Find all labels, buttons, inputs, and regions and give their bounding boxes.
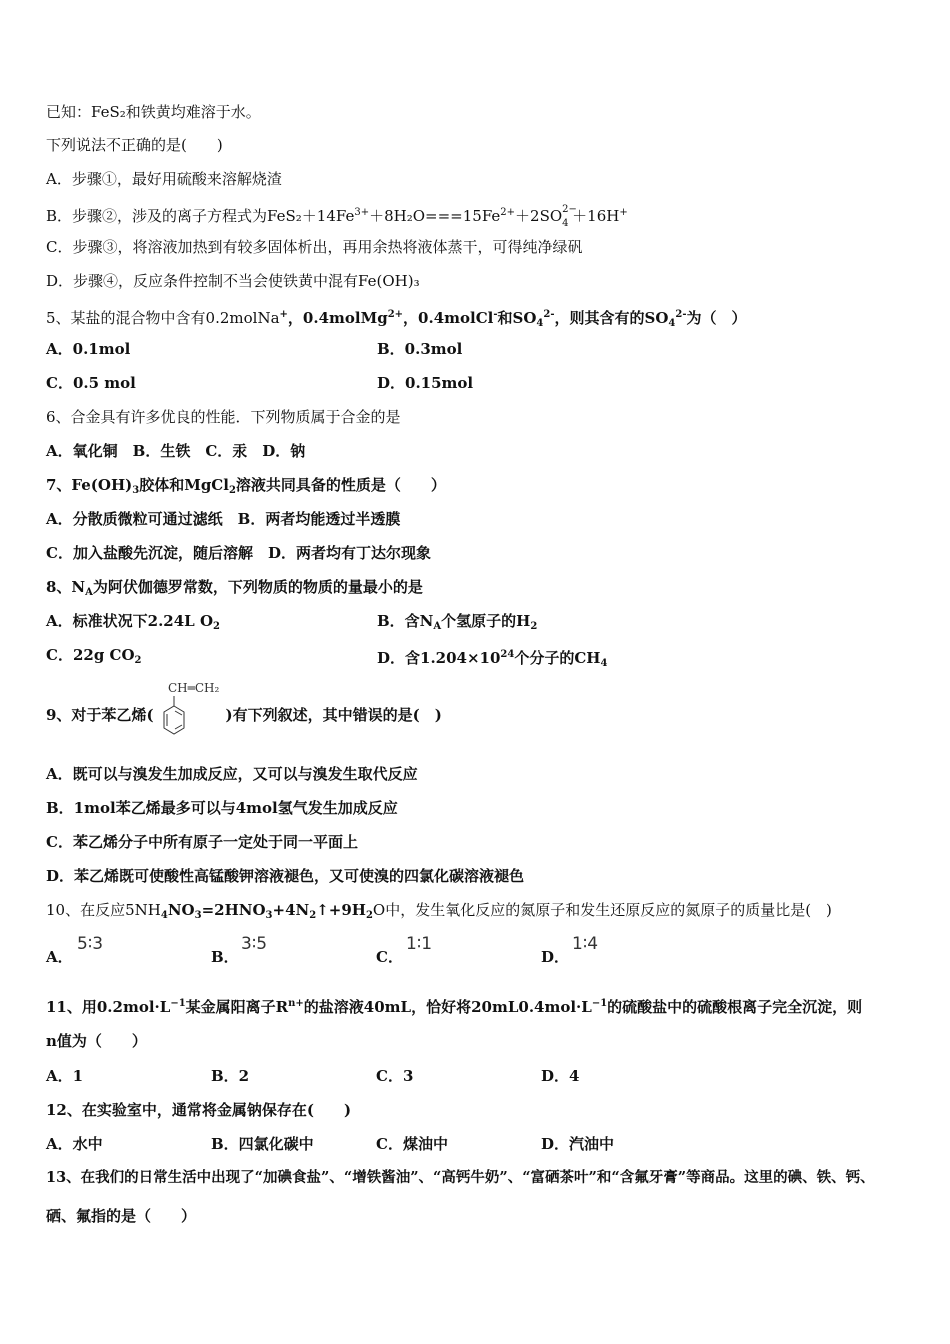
- option-b-text-4: ＋16H: [572, 207, 620, 225]
- option-a: A．步骤①，最好用硫酸来溶解烧渣: [46, 170, 282, 188]
- subscript: 4: [160, 910, 168, 921]
- q8-b-text: 个氢原子的H: [441, 612, 531, 630]
- q8-text: 为阿伏伽德罗常数，下列物质的物质的量最小的是: [92, 578, 423, 596]
- superscript: −1: [591, 998, 608, 1009]
- q5-text: ，则其含有的SO: [554, 309, 669, 327]
- q5-option-b: B．0.3mol: [377, 340, 463, 358]
- q7-text: 胶体和MgCl: [139, 476, 229, 494]
- subscript: 3: [265, 910, 273, 921]
- styrene-vinyl-label: CH═CH₂: [168, 681, 220, 695]
- q8-option-d: [377, 645, 607, 674]
- q10-stem: [46, 900, 832, 926]
- q12-option-a: A．水中: [46, 1135, 103, 1153]
- ion-charge: 3+: [354, 207, 370, 218]
- option-c: C．步骤③，将溶液加热到有较多固体析出，再用余热将液体蒸干，可得纯净绿矾: [46, 238, 583, 256]
- q7-stem: [46, 475, 446, 501]
- q11-option-c: C．3: [376, 1067, 414, 1085]
- q7-text: 溶液共同具备的性质是（ ）: [235, 476, 446, 494]
- q10-option-a-ratio: 5∶3: [77, 934, 104, 954]
- option-b-text-1: B．步骤②，涉及的离子方程式为FeS₂＋14Fe: [46, 207, 355, 225]
- ion-charge: 2+: [500, 207, 516, 218]
- ion-charge: 2-: [543, 309, 555, 320]
- q9-option-b: B．1mol苯乙烯最多可以与4mol氢气发生加成反应: [46, 799, 398, 817]
- subscript: 2: [228, 485, 236, 496]
- q5-stem: [46, 305, 746, 334]
- q10-option-b-label: B．: [211, 948, 239, 966]
- q9-stem: [46, 705, 442, 725]
- ion-charge: +: [619, 207, 628, 218]
- ion-charge: 2-: [675, 309, 687, 320]
- q11-text: 某金属阳离子R: [185, 998, 289, 1016]
- subscript: 2: [530, 621, 538, 632]
- superscript: 24: [500, 649, 515, 660]
- q5-option-d: D．0.15mol: [377, 374, 474, 392]
- styrene-structure-diagram: [160, 678, 240, 746]
- option-b-text-2: ＋8H₂O===15Fe: [369, 207, 501, 225]
- known-note: 已知：FeS₂和铁黄均难溶于水。: [46, 103, 261, 121]
- q10-text: +4N: [272, 901, 310, 919]
- q8-d-text: 个分子的CH: [514, 649, 601, 667]
- q11-option-a: A．1: [46, 1067, 84, 1085]
- q10-option-c-ratio: 1∶1: [406, 934, 433, 954]
- q8-d-text: D．含1.204×10: [377, 649, 501, 667]
- q10-text: =2HNO: [201, 901, 266, 919]
- q8-c-text: C．22g CO: [46, 646, 135, 664]
- q7-options-row2: C．加入盐酸先沉淀，随后溶解 D．两者均有丁达尔现象: [46, 544, 431, 562]
- q10-text: O中，发生氧化反应的氮原子和发生还原反应的氮原子的质量比是( ): [372, 901, 832, 919]
- q5-text: 5、某盐的混合物中含有0.2molNa: [46, 309, 280, 327]
- q10-option-d-ratio: 1∶4: [572, 934, 599, 954]
- q8-option-c: [46, 645, 142, 671]
- q11-stem-line1: [46, 994, 862, 1017]
- subscript: 2: [134, 655, 142, 666]
- q11-option-b: B．2: [211, 1067, 250, 1085]
- q10-option-d-label: D．: [541, 948, 570, 966]
- ion-charge: +: [279, 309, 288, 320]
- subscript: 4: [562, 218, 569, 229]
- subscript: 4: [536, 318, 544, 329]
- q8-a-text: A．标准状况下2.24L O: [46, 612, 214, 630]
- q11-text: 11、用0.2mol·L: [46, 998, 171, 1016]
- q9-option-d: D．苯乙烯既可使酸性高锰酸钾溶液褪色，又可使溴的四氯化碳溶液褪色: [46, 867, 525, 885]
- q5-text: 和SO: [497, 309, 537, 327]
- subscript: 3: [194, 910, 202, 921]
- subscript: 4: [600, 658, 608, 669]
- q13-stem-line1: 13、在我们的日常生活中出现了“加碘食盐”、“增铁酱油”、“高钙牛奶”、“富硒茶叶”和“含氟牙膏”等商品。这里的碘、铁、钙、: [46, 1169, 875, 1186]
- q5-text: 为（ ）: [686, 309, 747, 327]
- subscript: 4: [668, 318, 676, 329]
- q12-option-b: B．四氯化碳中: [211, 1135, 314, 1153]
- q10-option-a-label: A．: [46, 948, 73, 966]
- q5-text: ，0.4molMg: [287, 309, 388, 327]
- q12-option-d: D．汽油中: [541, 1135, 615, 1153]
- q10-text: ↑+9H: [316, 901, 366, 919]
- q8-option-a: [46, 611, 220, 637]
- q11-text: 的硫酸盐中的硫酸根离子完全沉淀，则: [607, 998, 863, 1016]
- q8-text: 8、N: [46, 578, 86, 596]
- q8-stem: [46, 577, 423, 603]
- q8-option-b: [377, 611, 537, 637]
- option-d: D．步骤④，反应条件控制不当会使铁黄中混有Fe(OH)₃: [46, 272, 420, 290]
- subscript: 2: [365, 910, 373, 921]
- q9-text: )有下列叙述，其中错误的是( ): [225, 706, 442, 724]
- superscript: −1: [170, 998, 186, 1009]
- question-stem: 下列说法不正确的是( ): [46, 136, 223, 154]
- double-bond-line: [175, 711, 182, 715]
- q6-stem: 6、合金具有许多优良的性能．下列物质属于合金的是: [46, 408, 401, 426]
- q12-option-c: C．煤油中: [376, 1135, 448, 1153]
- double-bond-line: [175, 725, 182, 729]
- q11-stem-line2: n值为（ ）: [46, 1032, 147, 1050]
- ion-charge: 2−: [562, 204, 577, 215]
- q13-stem-line2: 硒、氟指的是（ ）: [46, 1207, 197, 1225]
- subscript: 2: [213, 621, 220, 632]
- option-b: [46, 203, 628, 229]
- q7-options-row1: A．分散质微粒可通过滤纸 B．两者均能透过半透膜: [46, 510, 401, 528]
- q10-text: 10、在反应5NH: [46, 901, 161, 919]
- q7-text: 7、Fe(OH): [46, 476, 133, 494]
- ion-charge: 2+: [387, 309, 404, 320]
- subscript: 3: [132, 485, 140, 496]
- q5-text: ，0.4molCl: [403, 309, 494, 327]
- ion-charge: -: [493, 309, 498, 320]
- q12-stem: 12、在实验室中，通常将金属钠保存在( ): [46, 1101, 352, 1119]
- q10-option-c-label: C．: [376, 948, 403, 966]
- q8-b-text: B．含N: [377, 612, 434, 630]
- q11-text: 的盐溶液40mL，恰好将20mL0.4mol·L: [303, 998, 592, 1016]
- q6-options: A．氧化铜 B．生铁 C．汞 D．钠: [46, 442, 306, 460]
- superscript: n+: [288, 998, 304, 1009]
- option-b-text-3: ＋2SO: [515, 207, 563, 225]
- q10-text: NO: [167, 901, 195, 919]
- subscript: A: [85, 587, 93, 598]
- q5-option-c: C．0.5 mol: [46, 374, 136, 392]
- subscript: A: [433, 621, 442, 632]
- q9-text: 9、对于苯乙烯(: [46, 706, 154, 724]
- q10-option-b-ratio: 3∶5: [241, 934, 268, 954]
- q9-option-a: A．既可以与溴发生加成反应，又可以与溴发生取代反应: [46, 765, 418, 783]
- subscript: 2: [309, 910, 317, 921]
- q9-option-c: C．苯乙烯分子中所有原子一定处于同一平面上: [46, 833, 358, 851]
- q11-option-d: D．4: [541, 1067, 580, 1085]
- q5-option-a: A．0.1mol: [46, 340, 131, 358]
